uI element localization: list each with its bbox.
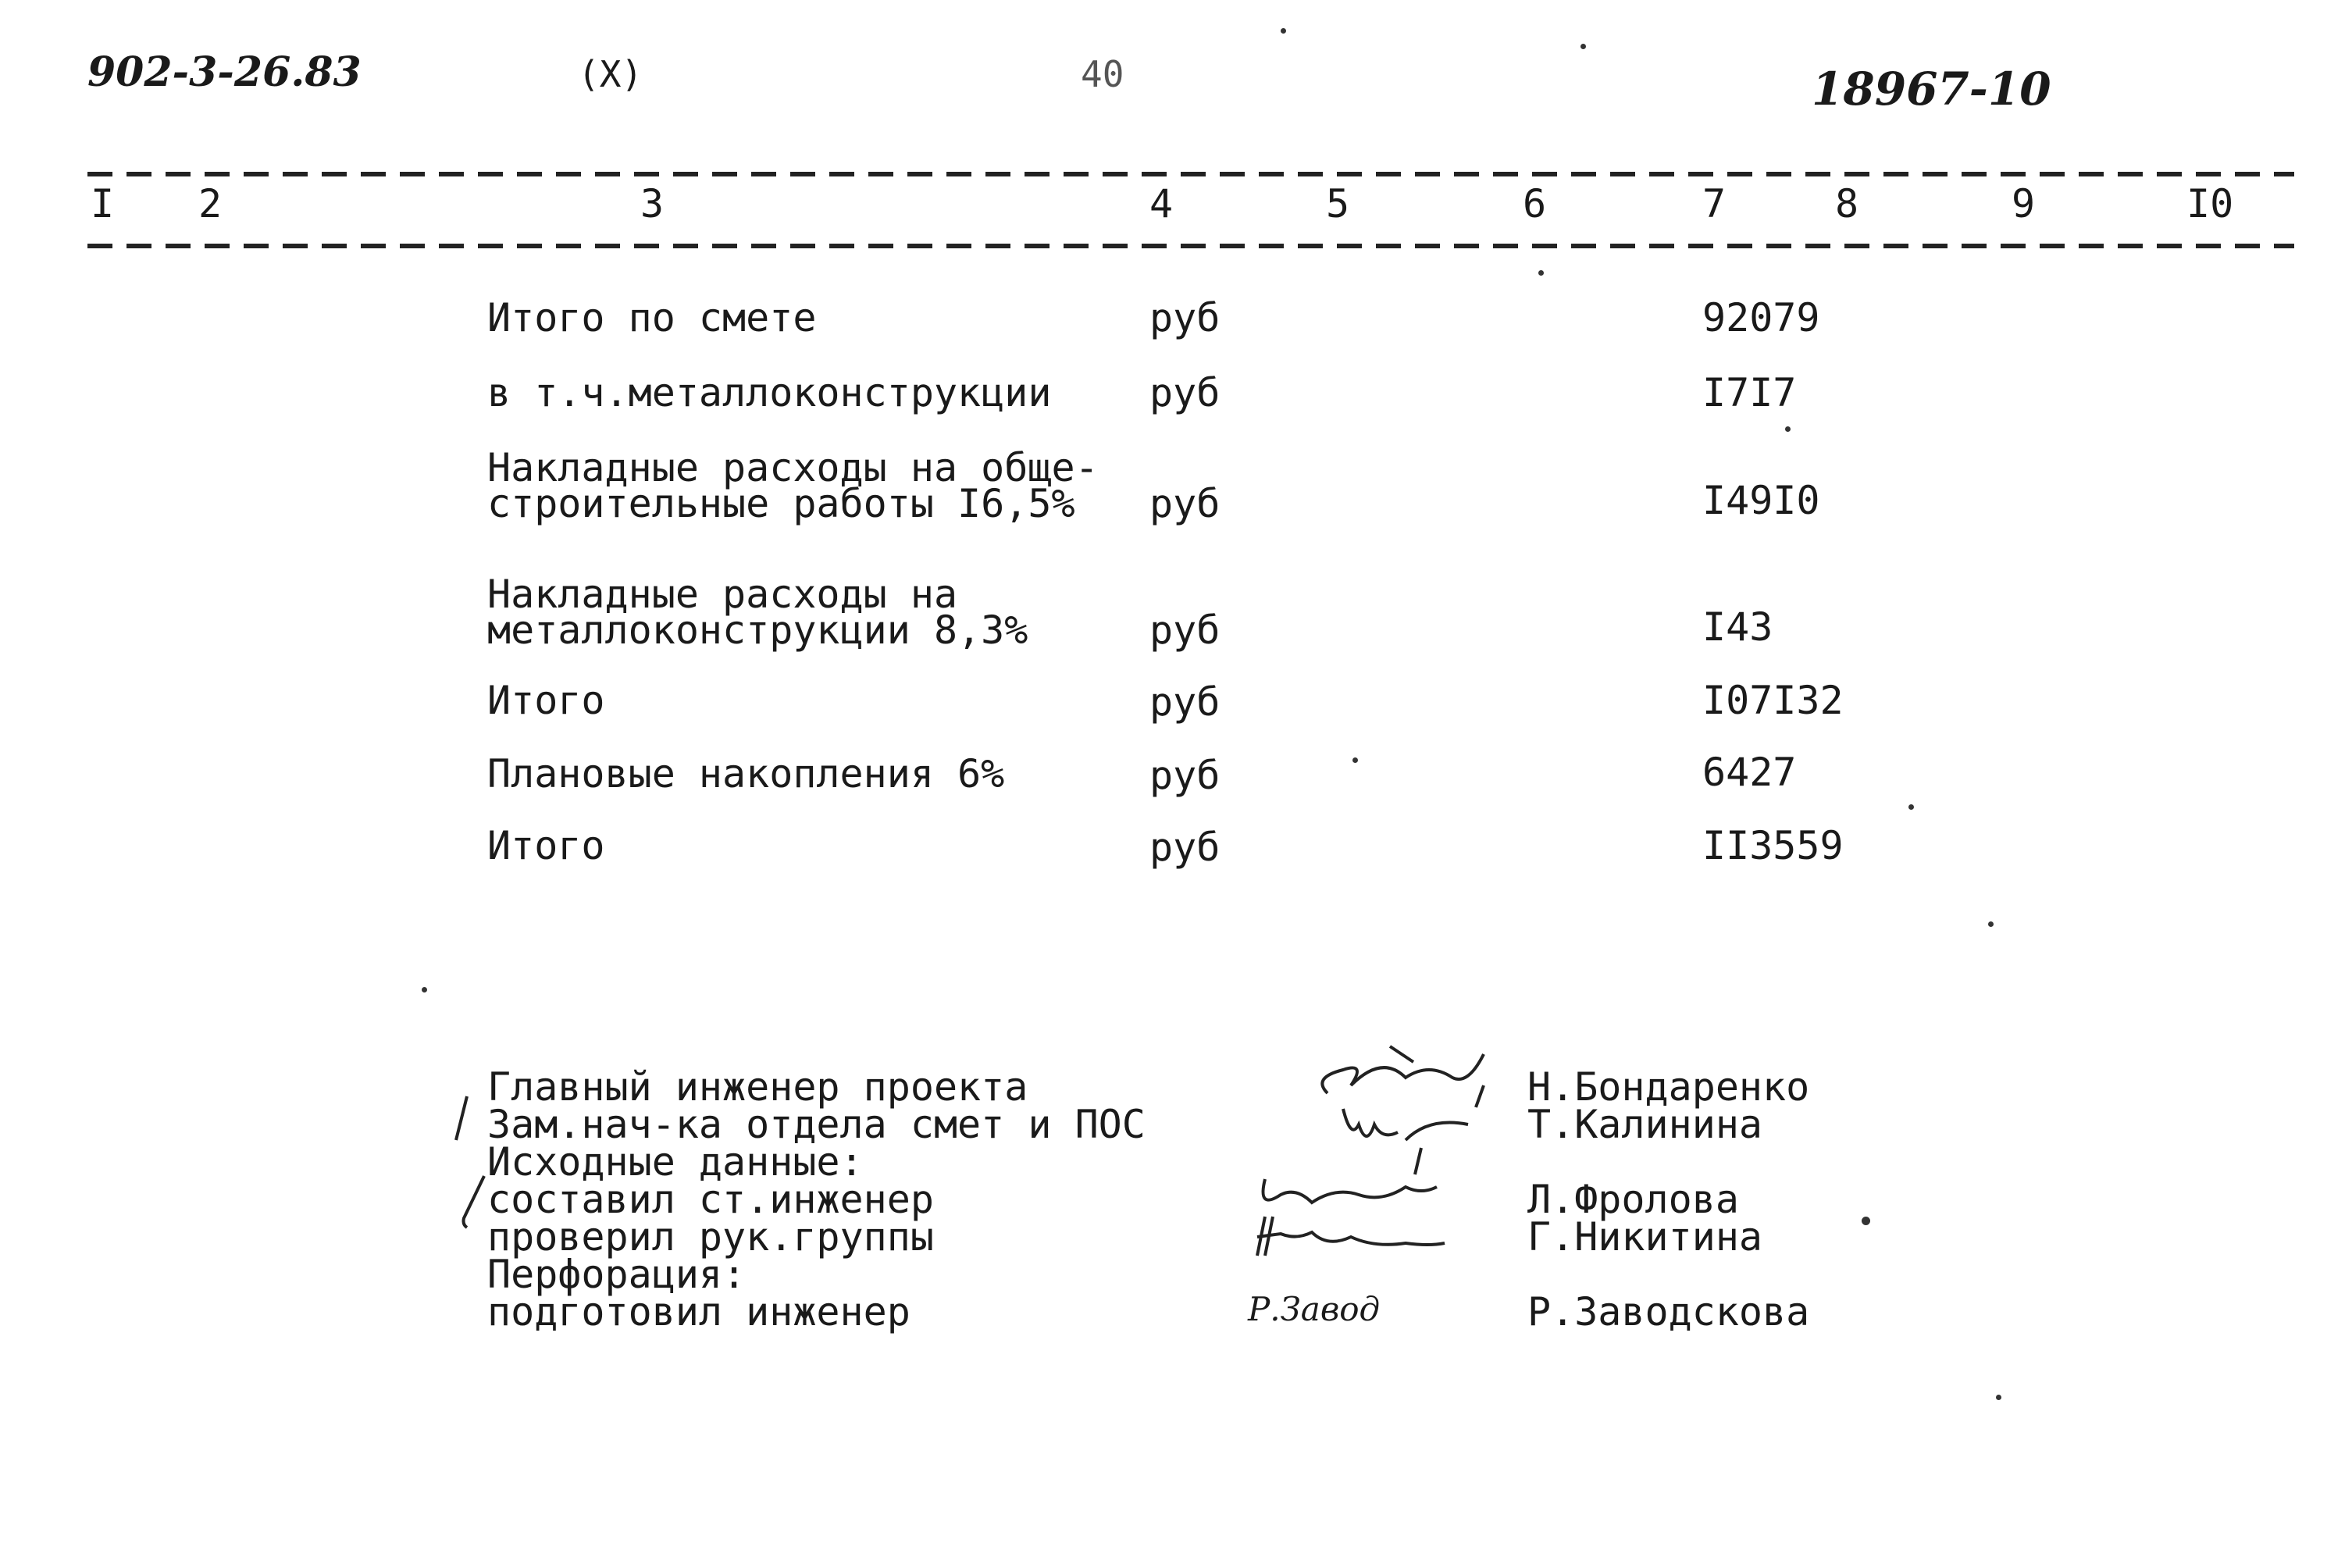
scan-speck <box>1538 270 1544 276</box>
signature-role: Зам.нач-ка отдела смет и ПОС <box>487 1102 1146 1147</box>
row-value: II3559 <box>1702 823 1844 868</box>
sheet-mark: (X) <box>578 53 643 95</box>
column-number: I <box>91 181 115 226</box>
scan-speck <box>1988 921 1994 927</box>
row-description: в т.ч.металлоконструкции <box>487 370 1052 415</box>
scan-speck <box>1352 757 1358 763</box>
column-number: 4 <box>1149 181 1174 226</box>
signature-role: подготовил инженер <box>487 1289 911 1335</box>
page-number: 40 <box>1081 53 1124 95</box>
row-description: Плановые накопления 6% <box>487 751 1005 796</box>
header-bottom-rule <box>87 244 2294 248</box>
column-number: 7 <box>1702 181 1727 226</box>
row-description: Накладные расходы на металлоконструкции 8,3% <box>487 572 1028 653</box>
archive-number: 18967-10 <box>1812 62 2051 116</box>
signature-kalinina <box>1327 1093 1484 1179</box>
row-description: Накладные расходы на обще- строительные работы I6,5% <box>487 445 1099 526</box>
signatory-name: Л.Фролова <box>1527 1177 1739 1222</box>
scan-speck <box>1862 1217 1870 1225</box>
scan-speck <box>1996 1395 2001 1400</box>
column-number: 6 <box>1523 181 1547 226</box>
column-number: 3 <box>640 181 665 226</box>
row-value: 92079 <box>1702 295 1820 340</box>
signature-role: составил ст.инженер <box>487 1177 934 1222</box>
row-description: Итого <box>487 823 605 868</box>
check-mark-icon <box>458 1171 489 1234</box>
row-unit: руб <box>1149 679 1221 725</box>
row-unit: руб <box>1149 608 1221 653</box>
row-unit: руб <box>1149 295 1221 340</box>
column-number: 8 <box>1835 181 1859 226</box>
signatory-name: Р.Заводскова <box>1527 1289 1810 1335</box>
check-mark-icon <box>450 1093 473 1148</box>
row-unit: руб <box>1149 481 1221 526</box>
signature-role: Главный инженер проекта <box>487 1064 1028 1110</box>
column-number: 2 <box>198 181 223 226</box>
row-value: I49I0 <box>1702 478 1820 523</box>
signature-role: проверил рук.группы <box>487 1214 934 1260</box>
signatory-name: Н.Бондаренко <box>1527 1064 1810 1110</box>
document-code: 902-3-26.83 <box>87 48 362 96</box>
column-number: 5 <box>1326 181 1350 226</box>
signature-nikitina <box>1249 1209 1452 1263</box>
row-value: I43 <box>1702 604 1773 650</box>
column-number: 9 <box>2012 181 2036 226</box>
row-value: I7I7 <box>1702 370 1797 415</box>
signatory-name: Т.Калинина <box>1527 1102 1763 1147</box>
scan-speck <box>1785 426 1791 432</box>
row-unit: руб <box>1149 825 1221 870</box>
scan-speck <box>1281 28 1286 34</box>
column-number: I0 <box>2186 181 2234 226</box>
row-unit: руб <box>1149 370 1221 415</box>
header-top-rule <box>87 172 2294 176</box>
row-value: I07I32 <box>1702 678 1844 723</box>
row-description: Итого <box>487 678 605 723</box>
signatory-name: Г.Никитина <box>1527 1214 1763 1260</box>
scan-speck <box>1580 44 1586 49</box>
signature-zavodskova: Р.Завод <box>1248 1290 1381 1328</box>
row-value: 6427 <box>1702 750 1797 795</box>
scan-speck <box>1908 804 1914 810</box>
row-unit: руб <box>1149 753 1221 798</box>
row-description: Итого по смете <box>487 295 817 340</box>
signature-role: Перфорация: <box>487 1252 747 1297</box>
scan-speck <box>422 987 427 992</box>
signature-role: Исходные данные: <box>487 1139 864 1185</box>
